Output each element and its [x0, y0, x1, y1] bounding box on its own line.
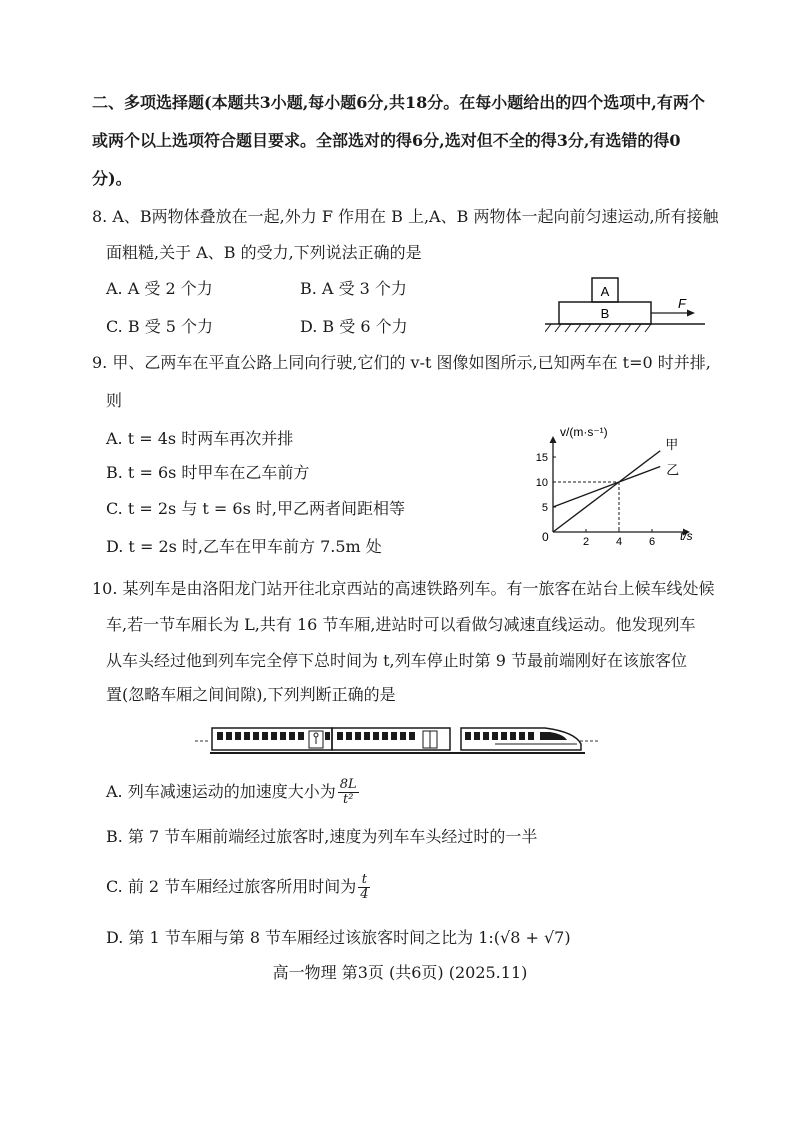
chart-series: [553, 437, 679, 532]
y-tick-label: 10: [535, 477, 548, 489]
q10-option-c-fraction: [358, 873, 370, 902]
q9-vt-chart: [520, 420, 710, 555]
q10-stem-line-4: 置(忽略车厢之间间隙),下列判断正确的是: [106, 685, 396, 704]
q8-stem-line-2: 面粗糙,关于 A、B 的受力,下列说法正确的是: [106, 243, 422, 262]
fraction-denominator: t²: [342, 792, 354, 807]
series-label: 乙: [666, 462, 680, 478]
q9-stem-line-2: 则: [106, 391, 123, 410]
force-arrowhead: [687, 310, 695, 317]
fraction-numerator: 8L: [339, 777, 357, 792]
q10-option-b: B. 第 7 节车厢前端经过旅客时,速度为列车车头经过时的一半: [106, 827, 538, 846]
train-windows: [217, 732, 534, 740]
q10-option-a-text: A. 列车减速运动的加速度大小为: [106, 782, 336, 801]
x-tick-label: 2: [582, 536, 590, 548]
q9-option-d: D. t = 2s 时,乙车在甲车前方 7.5m 处: [106, 537, 382, 556]
q9-option-c: C. t = 2s 与 t = 6s 时,甲乙两者间距相等: [106, 499, 405, 518]
passenger-icon-head: [314, 733, 318, 737]
y-axis-label: v/(m·s⁻¹): [560, 425, 608, 439]
q10-train-figure: [195, 722, 600, 758]
q8-option-c: C. B 受 5 个力: [106, 317, 214, 336]
q10-option-c: [106, 870, 370, 904]
fraction-denominator: 4: [360, 887, 369, 902]
section-line-2: 或两个以上选项符合题目要求。全部选对的得6分,选对但不全的得3分,有选错的得0: [92, 131, 681, 150]
q10-stem-line-3: 从车头经过他到列车完全停下总时间为 t,列车停止时第 9 节最前端刚好在该旅客位: [106, 651, 687, 670]
x-tick-label: 6: [648, 536, 656, 548]
q10-option-c-text: C. 前 2 节车厢经过旅客所用时间为: [106, 877, 357, 896]
q8-option-b: B. A 受 3 个力: [300, 279, 407, 298]
origin-label: 0: [542, 530, 549, 544]
x-tick-label: 4: [615, 536, 623, 548]
q10-stem-line-2: 车,若一节车厢长为 L,共有 16 节车厢,进站时可以看做匀减速直线运动。他发现列车: [106, 615, 696, 634]
q8-stem-line-1: 8. A、B两物体叠放在一起,外力 F 作用在 B 上,A、B 两物体一起向前匀速运动,所有接触: [92, 207, 719, 226]
q10-option-a: [106, 775, 359, 809]
q8-option-d: D. B 受 6 个力: [300, 317, 408, 336]
block-b-label: B: [600, 306, 610, 321]
ground-hatching: [545, 324, 651, 332]
q9-option-b: B. t = 6s 时甲车在乙车前方: [106, 463, 310, 482]
q8-block-figure: [545, 270, 710, 340]
locomotive-window: [540, 732, 567, 740]
fraction-numerator: t: [358, 873, 370, 888]
series-line: [553, 451, 660, 532]
series-line: [553, 467, 660, 508]
y-axis-arrowhead: [550, 436, 557, 443]
q10-option-d: D. 第 1 节车厢与第 8 节车厢经过该旅客时间之比为 1:(√8 + √7): [106, 928, 571, 947]
q10-option-a-fraction: [338, 778, 359, 807]
series-label: 甲: [665, 436, 679, 452]
y-tick-label: 15: [535, 452, 548, 464]
q10-stem-line-1: 10. 某列车是由洛阳龙门站开往北京西站的高速铁路列车。有一旅客在站台上候车线处候: [92, 579, 715, 598]
y-tick-label: 5: [541, 502, 548, 514]
section-line-3: 分)。: [92, 169, 132, 188]
page-footer: 高一物理 第3页 (共6页) (2025.11): [272, 963, 528, 982]
force-label: F: [678, 296, 686, 311]
section-line-1: 二、多项选择题(本题共3小题,每小题6分,共18分。在每小题给出的四个选项中,有两个: [92, 93, 705, 112]
block-a-label: A: [600, 284, 610, 299]
q8-option-a: A. A 受 2 个力: [106, 279, 213, 298]
q9-stem-line-1: 9. 甲、乙两车在平直公路上同向行驶,它们的 v-t 图像如图所示,已知两车在 t=0 时并排,: [92, 353, 711, 372]
q9-option-a: A. t = 4s 时两车再次并排: [106, 429, 294, 448]
x-axis-label: t/s: [680, 529, 693, 543]
